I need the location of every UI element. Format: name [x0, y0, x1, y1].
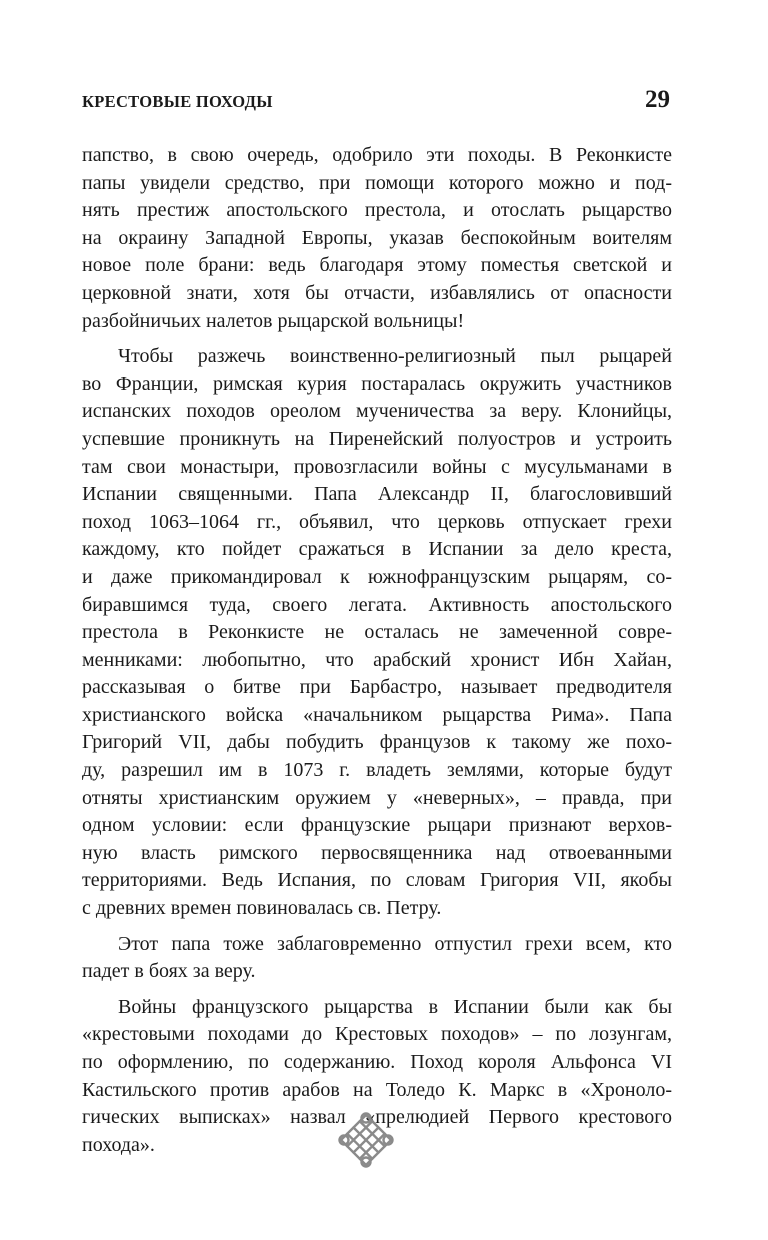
- text-line: новое поле брани: ведь благодаря этому поместья светской и: [82, 254, 672, 277]
- text-line: ду, разрешил им в 1073 г. владеть землями, которые будут: [82, 759, 672, 782]
- text-line: Испании священными. Папа Александр II, благословивший: [82, 483, 672, 506]
- text-line: и даже прикомандировал к южнофранцузским рыцарям, со-: [82, 565, 672, 588]
- text-line: территориями. Ведь Испания, по словам Григория VII, якобы: [82, 869, 672, 892]
- text-line: Кастильского против арабов на Толедо К. Маркс в «Хроноло-: [82, 1078, 672, 1101]
- text-line: там свои монастыри, провозгласили войны с мусульманами в: [82, 455, 672, 478]
- text-line: по оформлению, по содержанию. Поход короля Альфонса VI: [82, 1051, 672, 1073]
- text-line: во Франции, римская курия постаралась окружить участников: [82, 372, 672, 395]
- text-line: падет в боях за веру.: [82, 960, 256, 983]
- text-line: поход 1063–1064 гг., объявил, что церковь отпускает грехи: [82, 510, 672, 533]
- text-line: испанских походов ореолом мученичества за веру. Клонийцы,: [82, 400, 672, 423]
- running-head: КРЕСТОВЫЕ ПОХОДЫ: [82, 92, 273, 111]
- text-line: престола в Реконкисте не осталась не замеченной совре-: [82, 621, 672, 644]
- text-line: церковной знати, хотя бы отчасти, избавлялись от опасности: [82, 281, 672, 304]
- body-text: [82, 142, 672, 1167]
- text-line: биравшимся туда, своего легата. Активность апостольского: [82, 593, 672, 616]
- text-line: разбойничьих налетов рыцарской вольницы!: [82, 309, 465, 332]
- paragraph-2: [82, 343, 672, 922]
- text-line: гических выписках» назвал «прелюдией Первого крестового: [82, 1106, 672, 1129]
- text-line: Чтобы разжечь воинственно-религиозный пыл рыцарей: [118, 345, 672, 368]
- text-line: одном условии: если французские рыцари признают верхов-: [82, 814, 672, 837]
- text-line: с древних времен повиновалась св. Петру.: [82, 897, 442, 920]
- text-line: христианского войска «начальником рыцарства Рима». Папа: [82, 703, 672, 726]
- text-line: «крестовыми походами до Крестовых походов» – по лозунгам,: [82, 1023, 672, 1046]
- text-line: похода».: [82, 1133, 155, 1156]
- text-line: отняты христианским оружием у «неверных», – правда, при: [82, 786, 672, 809]
- text-line: Этот папа тоже заблаговременно отпустил грехи всем, кто: [118, 932, 672, 955]
- paragraph-3: [82, 931, 672, 986]
- text-line: успевшие проникнуть на Пиренейский полуостров и устроить: [82, 427, 672, 450]
- text-line: на окраину Западной Европы, указав беспокойным воителям: [82, 226, 672, 249]
- knot-ornament-icon: [338, 1112, 394, 1168]
- text-line: нять престиж апостольского престола, и отослать рыцарство: [82, 199, 672, 222]
- paragraph-1: [82, 142, 672, 335]
- text-line: менниками: любопытно, что арабский хронист Ибн Хайан,: [82, 648, 672, 671]
- text-line: рассказывая о битве при Барбастро, называет предводителя: [82, 676, 672, 699]
- text-line: каждому, кто пойдет сражаться в Испании за дело креста,: [82, 538, 672, 561]
- text-line: папство, в свою очередь, одобрило эти походы. В Реконкисте: [82, 144, 672, 166]
- text-line: ную власть римского первосвященника над отвоеванными: [82, 841, 672, 864]
- text-line: папы увидели средство, при помощи которого можно и под-: [82, 171, 672, 194]
- text-line: Григорий VII, дабы побудить французов к такому же похо-: [82, 731, 672, 754]
- page-number: 29: [645, 86, 670, 113]
- text-line: Войны французского рыцарства в Испании были как бы: [118, 995, 672, 1018]
